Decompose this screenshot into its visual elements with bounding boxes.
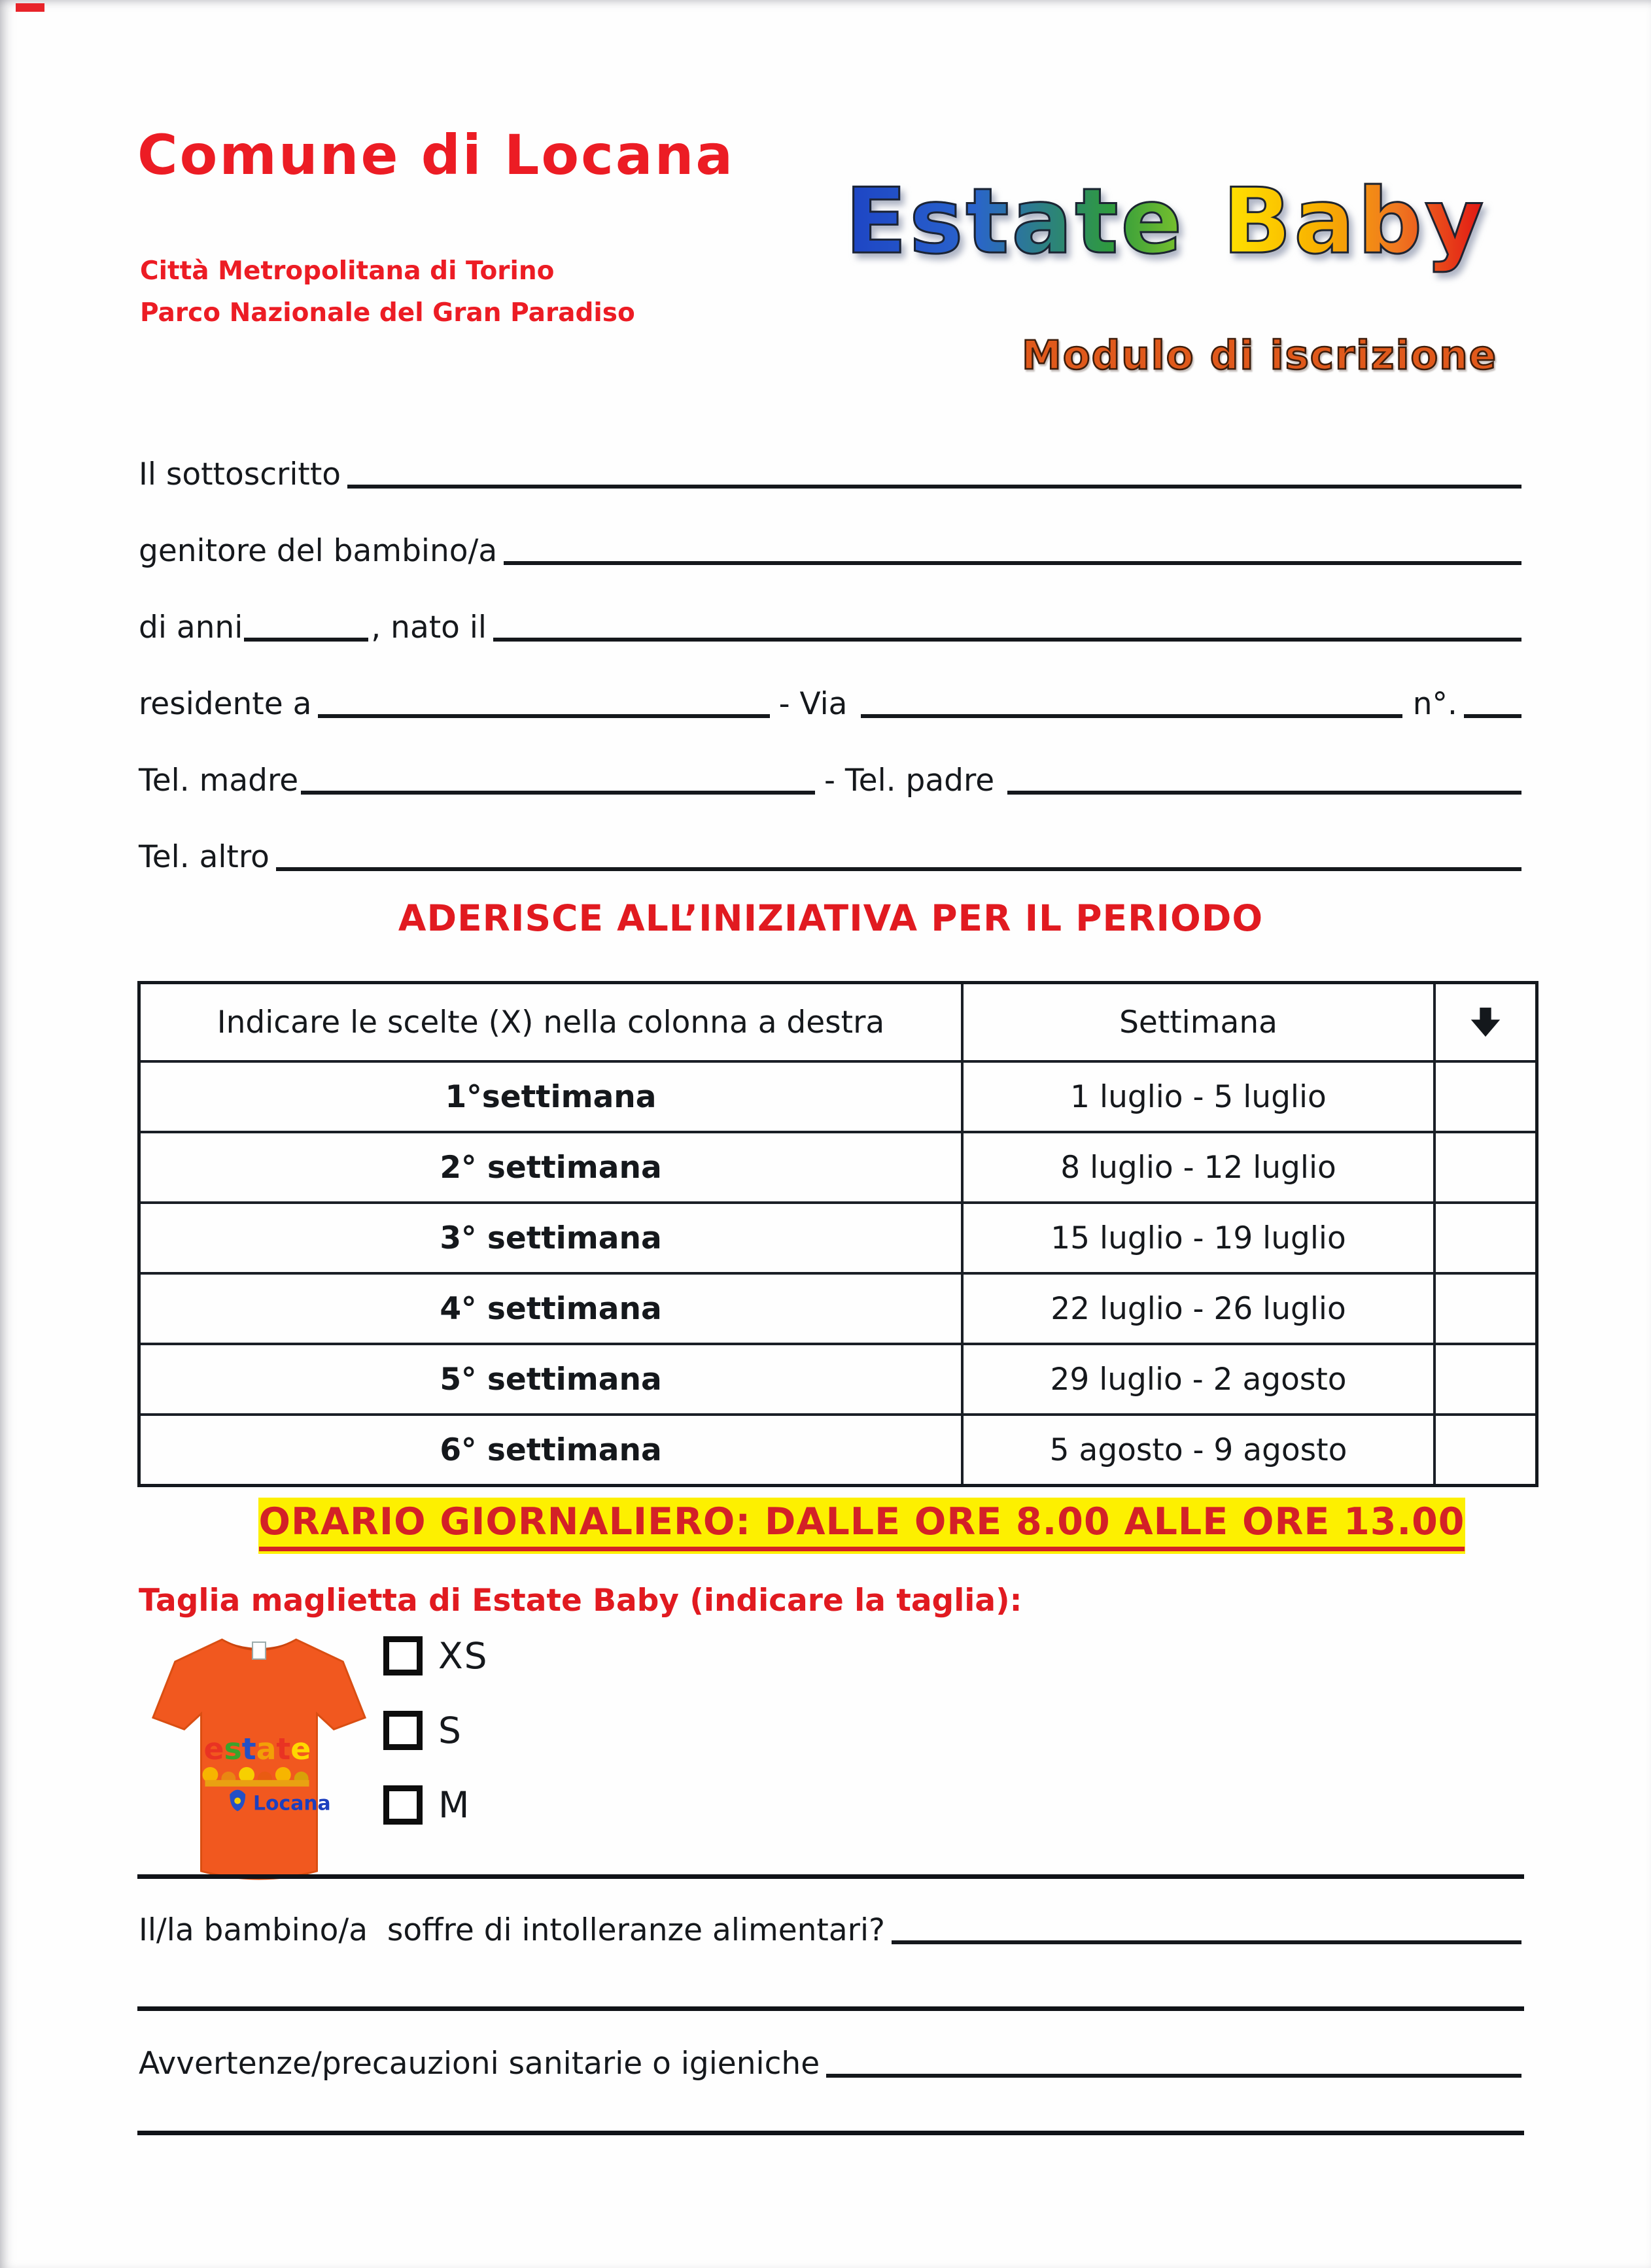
logo-word-estate: Estate [845,169,1185,274]
form-line-age-birth [139,604,1524,647]
table-header-instructions: Indicare le scelte (X) nella colonna a destra [139,983,963,1062]
choice-cell-4[interactable] [1434,1273,1537,1344]
subscriber-field-line[interactable] [347,485,1521,489]
size-option-m [383,1784,470,1826]
choice-cell-5[interactable] [1434,1344,1537,1415]
choice-cell-3[interactable] [1434,1203,1537,1273]
week-dates: 1 luglio - 5 luglio [962,1061,1434,1132]
table-header-settimana: Settimana [962,983,1434,1062]
divider-line [137,2006,1524,2011]
resident-label: residente a [139,685,312,722]
tshirt-image [145,1630,373,1894]
header-subtitle-1: Città Metropolitana di Torino [140,256,555,286]
svg-text:estate: estate [203,1732,311,1767]
form-line-subscriber [139,451,1524,494]
week-dates: 5 agosto - 9 agosto [962,1415,1434,1486]
parent-label: genitore del bambino/a [139,532,498,569]
table-row [139,1203,1537,1273]
daily-schedule-banner [258,1498,1465,1554]
table-row [139,1415,1537,1486]
week-dates: 15 luglio - 19 luglio [962,1203,1434,1273]
down-arrow-icon [1467,1003,1504,1041]
question-intolerances-label: Il/la bambino/a soffre di intolleranze alimentari? [139,1912,885,1948]
divider-line [137,2131,1524,2135]
week-label: 2° settimana [139,1132,963,1203]
table-row [139,1344,1537,1415]
subscriber-label: Il sottoscritto [139,456,341,492]
born-label: , nato il [371,609,487,645]
form-line-tel-other [139,834,1524,877]
via-label: - Via [778,685,848,722]
week-label: 1°settimana [139,1061,963,1132]
street-number-field-line[interactable] [1464,714,1521,718]
street-field-line[interactable] [861,714,1402,718]
period-section-heading: ADERISCE ALL’INIZIATIVA PER IL PERIODO [398,897,1264,939]
form-line-parent [139,528,1524,571]
scan-artifact-mark [16,3,44,12]
week-dates: 8 luglio - 12 luglio [962,1132,1434,1203]
divider-line [137,1874,1524,1879]
week-label: 6° settimana [139,1415,963,1486]
tshirt-size-heading: Taglia maglietta di Estate Baby (indicare la taglia): [139,1583,1022,1619]
checkbox-s[interactable] [383,1711,423,1750]
table-row [139,1273,1537,1344]
tel-other-label: Tel. altro [139,838,269,875]
size-option-s [383,1710,462,1751]
table-row [139,1061,1537,1132]
question-warnings [139,2040,1524,2084]
logo-word-baby: Baby [1223,169,1487,274]
warnings-field-line[interactable] [826,2074,1521,2078]
tel-father-field-line[interactable] [1007,791,1521,795]
birthdate-field-line[interactable] [493,638,1521,642]
weeks-table [137,981,1538,1487]
tel-other-field-line[interactable] [276,867,1521,871]
question-warnings-label: Avvertenze/precauzioni sanitarie o igieniche [139,2045,820,2082]
tel-mother-label: Tel. madre [139,762,299,799]
number-label: n°. [1412,685,1457,722]
form-line-phones [139,757,1524,800]
week-dates: 29 luglio - 2 agosto [962,1344,1434,1415]
weeks-table-header-row [139,983,1537,1062]
city-field-line[interactable] [318,714,769,718]
child-name-field-line[interactable] [504,561,1521,565]
checkbox-m[interactable] [383,1785,423,1825]
week-label: 3° settimana [139,1203,963,1273]
daily-schedule-text: ORARIO GIORNALIERO: DALLE ORE 8.00 ALLE ORE 13.00 [259,1500,1465,1551]
table-row [139,1132,1537,1203]
question-intolerances [139,1907,1524,1950]
size-label-m: M [438,1784,471,1826]
week-dates: 22 luglio - 26 luglio [962,1273,1434,1344]
age-label: di anni [139,609,243,645]
form-line-residence [139,681,1524,724]
choice-cell-6[interactable] [1434,1415,1537,1486]
tshirt-tag [252,1642,266,1659]
choice-cell-2[interactable] [1434,1132,1537,1203]
tel-mother-field-line[interactable] [301,791,815,795]
size-option-xs [383,1635,489,1677]
page-title: Comune di Locana [137,123,735,187]
estate-baby-logo [845,169,1486,274]
size-label-s: S [438,1710,462,1751]
choice-cell-1[interactable] [1434,1061,1537,1132]
week-label: 5° settimana [139,1344,963,1415]
tel-father-label: - Tel. padre [824,762,995,799]
intolerances-field-line[interactable] [892,1940,1521,1944]
table-header-choice [1434,983,1537,1062]
header-subtitle-2: Parco Nazionale del Gran Paradiso [140,298,635,328]
age-field-line[interactable] [244,638,368,642]
size-label-xs: XS [438,1635,489,1677]
week-label: 4° settimana [139,1273,963,1344]
tshirt-locana-text: Locana [253,1792,331,1815]
checkbox-xs[interactable] [383,1636,423,1675]
form-title: Modulo di iscrizione [1022,332,1498,379]
